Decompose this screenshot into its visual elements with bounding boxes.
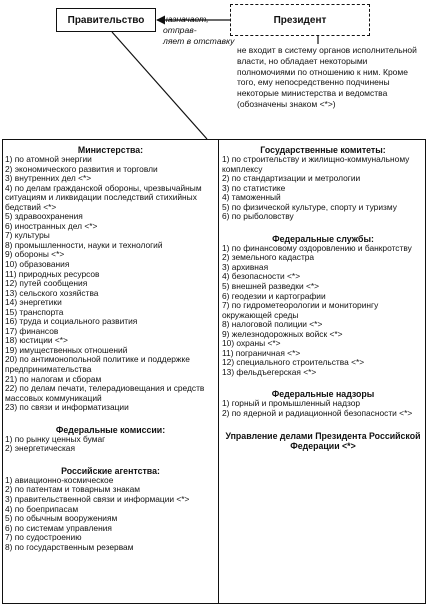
list-item: 8) промышленности, науки и технологий <box>5 239 163 250</box>
list-item: 12) путей сообщения <box>5 278 88 289</box>
ministries-list <box>5 155 216 413</box>
agencies-title: Российские агентства: <box>61 465 160 476</box>
left-column <box>5 145 216 552</box>
list-item: 6) иностранных дел <*> <box>5 220 98 231</box>
list-item: 5) внешней разведки <*> <box>222 281 319 292</box>
list-item: 6) геодезии и картографии <box>222 290 326 301</box>
supervision-title: Федеральные надзоры <box>271 389 375 400</box>
appoint-label <box>163 14 237 47</box>
list-item: 4) таможенный <box>222 192 281 203</box>
commissions-list <box>5 435 216 454</box>
list-item: 2) по стандартизации и метрологии <box>222 173 361 184</box>
list-item: 11) пограничная <*> <box>222 347 301 358</box>
appoint-label-line2: ляет в отставку <box>163 36 235 46</box>
list-item: 1) авиационно-космическое <box>5 474 114 485</box>
list-item: 18) юстиции <*> <box>5 335 68 346</box>
president-label: Президент <box>273 14 327 26</box>
list-item: 7) по гидрометеорологии и мониторингу окружающей среды <box>222 300 379 320</box>
list-item: 5) здравоохранения <box>5 211 83 222</box>
president-note: не входит в систему органов исполнительной власти, но обладает некоторыми полномочиями по отношению к ним. Кроме того, ему непосредственно подчинены некоторые министерства и ведомства (обозначены знаком <*>) <box>237 45 417 109</box>
list-item: 17) финансов <box>5 325 59 336</box>
government-box <box>56 8 156 32</box>
list-item: 8) налоговой полиции <*> <box>222 319 323 330</box>
table-divider <box>218 139 219 604</box>
list-item: 9) обороны <*> <box>5 249 65 260</box>
government-label: Правительство <box>67 14 145 26</box>
list-item: 23) по связи и информатизации <box>5 402 129 413</box>
list-item: 4) по боеприпасам <box>5 503 79 514</box>
list-item: 13) сельского хозяйства <box>5 287 99 298</box>
list-item: 1) по финансовому оздоровлению и банкротству <box>222 242 412 253</box>
list-item: 21) по налогам и сборам <box>5 373 102 384</box>
list-item: 1) горный и промышленный надзор <box>222 398 361 409</box>
list-item: 1) по рынку ценных бумаг <box>5 433 106 444</box>
services-list <box>222 244 424 378</box>
list-item: 3) правительственной связи и информации <*> <box>5 493 190 504</box>
list-item: 2) экономического развития и торговли <box>5 163 158 174</box>
list-item: 13) фельдъегерская <*> <box>222 366 317 377</box>
list-item: 19) имущественных отношений <box>5 344 128 355</box>
list-item: 10) образования <box>5 259 70 270</box>
commissions-title: Федеральные комиссии: <box>55 424 166 435</box>
list-item: 16) труда и социального развития <box>5 316 138 327</box>
list-item: 3) внутренних дел <*> <box>5 173 92 184</box>
list-item: 15) транспорта <box>5 306 64 317</box>
list-item: 2) земельного кадастра <box>222 252 315 263</box>
list-item: 14) энергетики <box>5 297 62 308</box>
supervision-list <box>222 399 424 418</box>
list-item: 11) природных ресурсов <box>5 268 100 279</box>
president-box <box>230 4 370 36</box>
list-item: 2) по патентам и товарным знакам <box>5 484 141 495</box>
list-item: 22) по делам печати, телерадиовещания и средств массовых коммуникаций <box>5 383 205 403</box>
list-item: 4) по делам гражданской обороны, чрезвычайным ситуациям и ликвидации последствий стихийных бедствий <*> <box>5 182 202 212</box>
list-item: 5) по обычным вооружениям <box>5 513 118 524</box>
list-item: 4) безопасности <*> <box>222 271 301 282</box>
agencies-list <box>5 476 216 552</box>
list-item: 6) по системам управления <box>5 522 112 533</box>
list-item: 9) железнодорожных войск <*> <box>222 328 343 339</box>
appoint-label-line1: назначает, отправ- <box>163 14 209 35</box>
gov-to-ministries-line <box>112 32 207 139</box>
list-item: 2) по ядерной и радиационной безопасности <*> <box>222 408 413 419</box>
list-item: 1) по строительству и жилищно-коммунальному комплексу <box>222 154 410 174</box>
ministries-title: Министерства: <box>77 145 144 155</box>
list-item: 8) по государственным резервам <box>5 541 134 552</box>
list-item: 1) по атомной энергии <box>5 154 92 164</box>
list-item: 10) охраны <*> <box>222 338 281 349</box>
committees-title: Государственные комитеты: <box>260 145 386 155</box>
list-item: 3) архивная <box>222 261 269 272</box>
list-item: 7) культуры <box>5 230 50 241</box>
list-item: 7) по судостроению <box>5 532 82 543</box>
list-item: 12) специального строительства <*> <box>222 357 365 368</box>
list-item: 5) по физической культуре, спорту и туризму <box>222 201 397 212</box>
list-item: 6) по рыболовству <box>222 211 294 222</box>
right-column <box>222 145 424 451</box>
list-item: 20) по антимонопольной политике и поддержке предпринимательства <box>5 354 190 375</box>
list-item: 3) по статистике <box>222 182 286 193</box>
committees-list <box>222 155 424 222</box>
list-item: 2) энергетическая <box>5 443 76 454</box>
admin-title: Управление делами Президента Российской Федерации <*> <box>225 430 421 451</box>
services-title: Федеральные службы: <box>272 233 374 244</box>
